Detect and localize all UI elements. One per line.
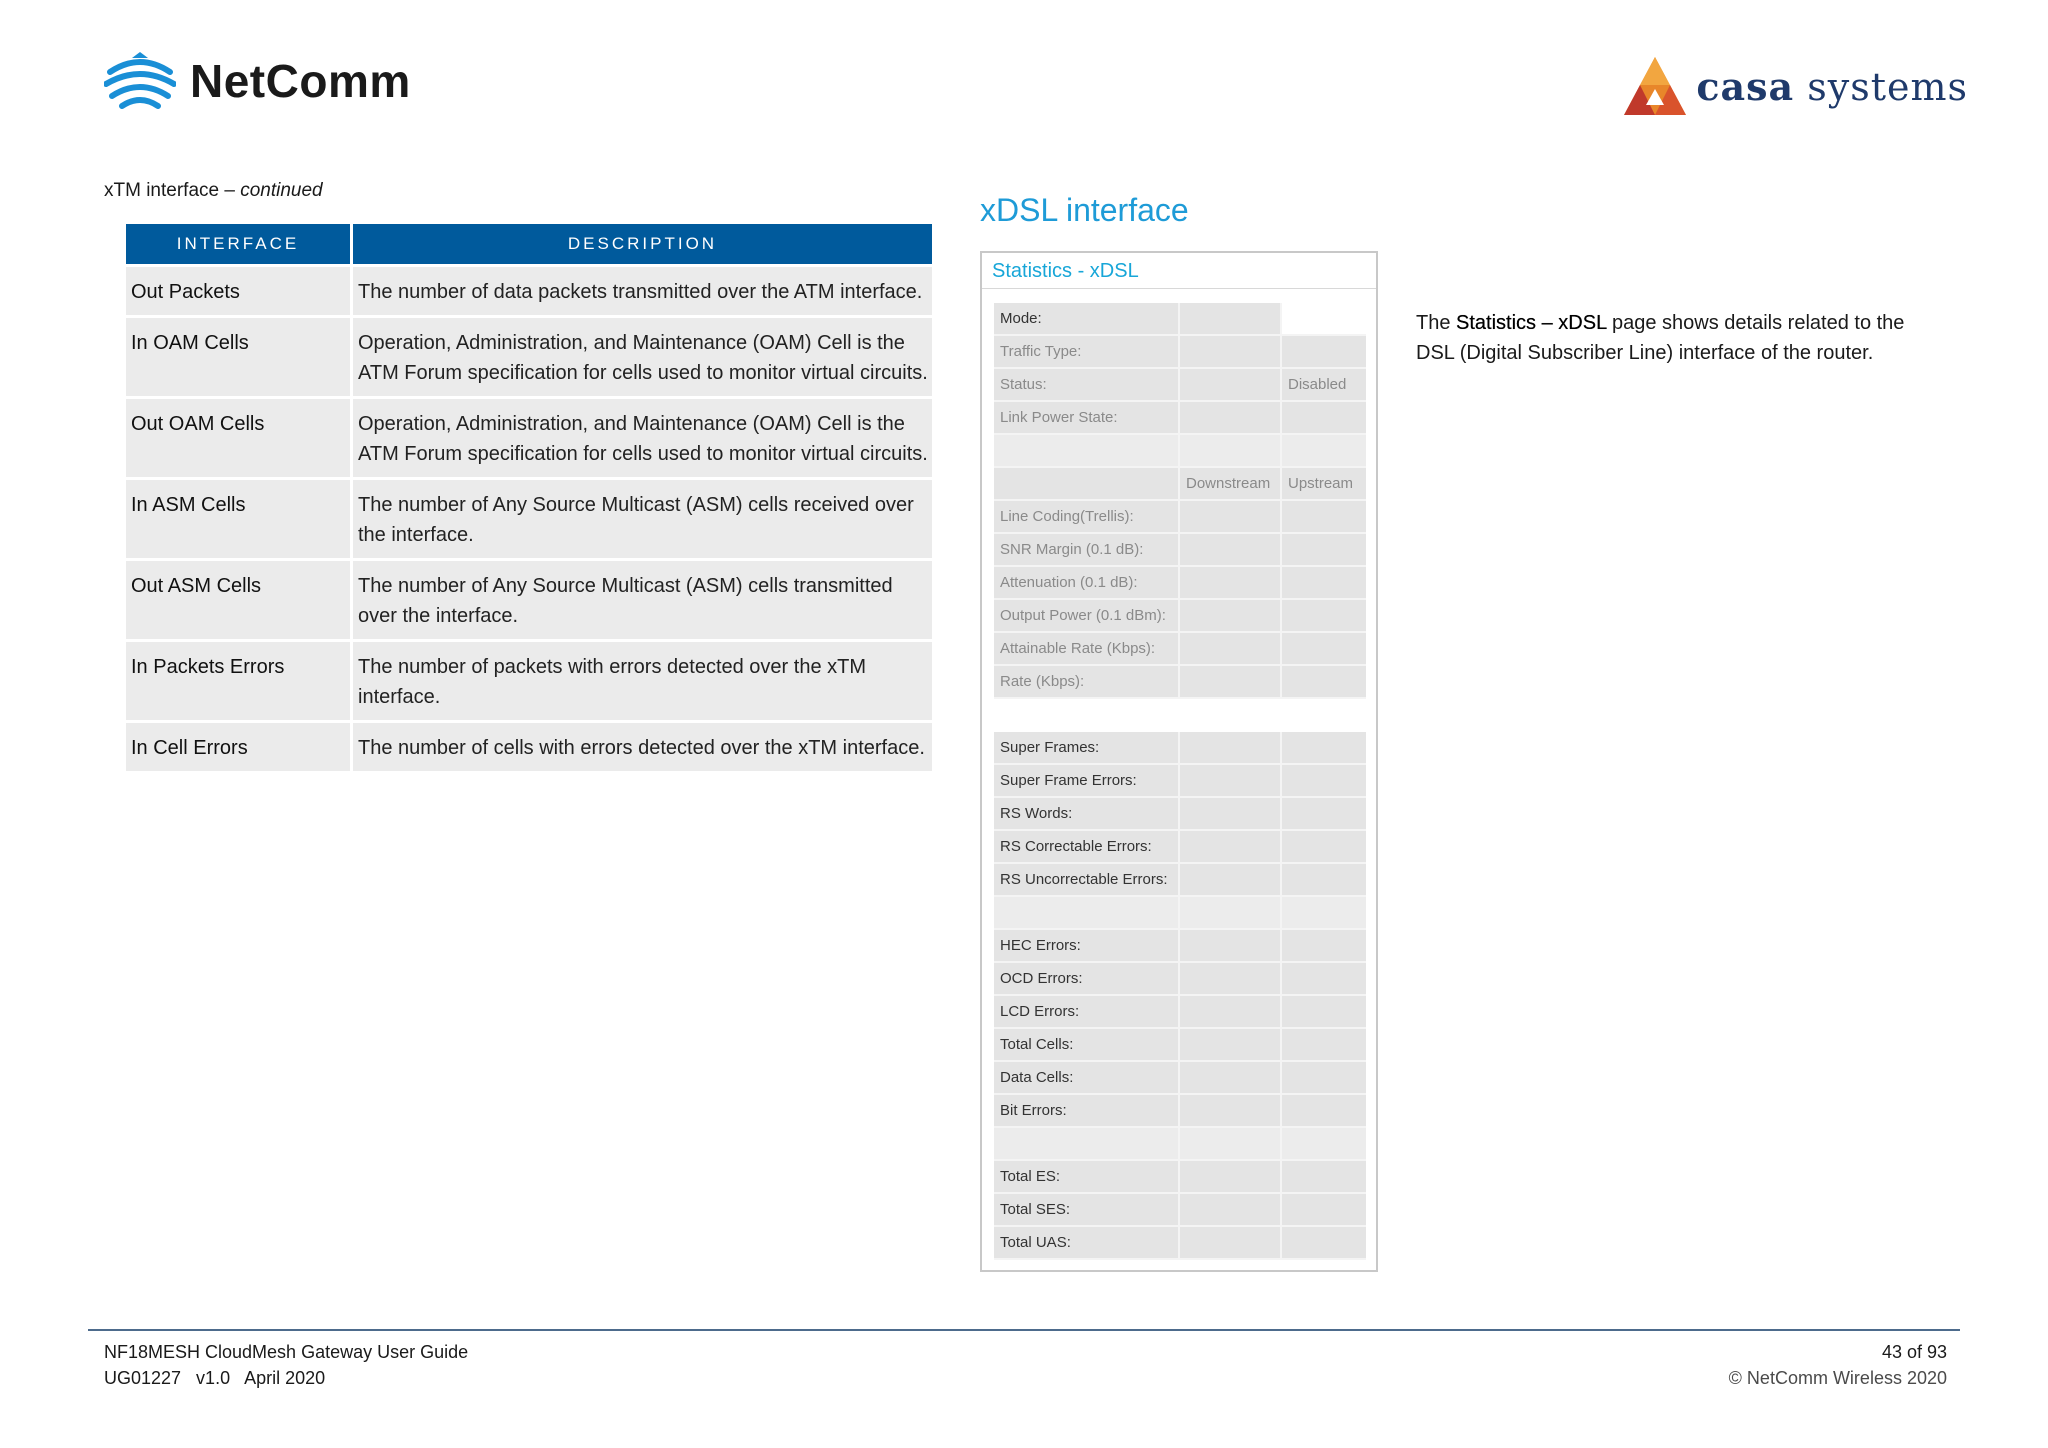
guide-title: NF18MESH CloudMesh Gateway User Guide [104, 1342, 469, 1362]
stats-row [994, 930, 1366, 963]
stats-spacer [994, 699, 1366, 732]
interface-name: In Cell Errors [126, 720, 353, 771]
stats-row [994, 864, 1366, 897]
column-header-description: DESCRIPTION [353, 224, 932, 264]
stat-label: Attainable Rate (Kbps): [994, 633, 1180, 666]
interface-name: In OAM Cells [126, 315, 353, 396]
stat-label: Total UAS: [994, 1227, 1180, 1260]
stats-spacer [994, 435, 1366, 468]
interface-name: In Packets Errors [126, 639, 353, 720]
stat-label: Line Coding(Trellis): [994, 501, 1180, 534]
footer-right [1729, 1339, 1947, 1391]
stat-label: Data Cells: [994, 1062, 1180, 1095]
stats-row [994, 501, 1366, 534]
stats-row [994, 1029, 1366, 1062]
stat-label: Total SES: [994, 1194, 1180, 1227]
stat-label: Total Cells: [994, 1029, 1180, 1062]
stats-row [994, 1161, 1366, 1194]
interface-name: Out ASM Cells [126, 558, 353, 639]
table-row [126, 720, 932, 771]
stat-label: RS Words: [994, 798, 1180, 831]
statistics-xdsl-screenshot [980, 251, 1378, 1272]
stat-label: HEC Errors: [994, 930, 1180, 963]
stat-label: RS Uncorrectable Errors: [994, 864, 1180, 897]
interface-name: Out OAM Cells [126, 396, 353, 477]
casa-brand-text: casa systems [1696, 63, 1968, 109]
stat-label: Mode: [994, 303, 1180, 336]
stats-row [994, 963, 1366, 996]
stats-row [994, 336, 1366, 369]
casa-triangle-icon [1622, 55, 1688, 117]
footer-left [104, 1339, 468, 1391]
stats-row [994, 831, 1366, 864]
stats-row [994, 600, 1366, 633]
table-row [126, 639, 932, 720]
copyright: © NetComm Wireless 2020 [1728, 1368, 1947, 1388]
page-number: 43 of 93 [1881, 1342, 1947, 1362]
stats-row [994, 567, 1366, 600]
stat-label: RS Correctable Errors: [994, 831, 1180, 864]
footer-divider [88, 1329, 1960, 1331]
stats-row [994, 1194, 1366, 1227]
stats-row [994, 402, 1366, 435]
stats-spacer [994, 897, 1366, 930]
section-title: xDSL interface [980, 192, 1189, 228]
casa-systems-logo [1622, 55, 1968, 117]
stat-label: LCD Errors: [994, 996, 1180, 1029]
status-value: Disabled [1282, 369, 1366, 402]
stats-row [994, 732, 1366, 765]
netcomm-brand-text: NetComm [190, 55, 411, 107]
interface-description: The number of data packets transmitted over the ATM interface. [353, 264, 932, 315]
stats-spacer [994, 1128, 1366, 1161]
interface-description: Operation, Administration, and Maintenance (OAM) Cell is the ATM Forum specification for cells used to monitor virtual circuits. [353, 315, 932, 396]
stats-row [994, 303, 1366, 336]
interface-description: The number of Any Source Multicast (ASM) cells received over the interface. [353, 477, 932, 558]
stat-label: Rate (Kbps): [994, 666, 1180, 699]
interface-description: The number of cells with errors detected over the xTM interface. [353, 720, 932, 771]
stats-row [994, 666, 1366, 699]
stat-label: SNR Margin (0.1 dB): [994, 534, 1180, 567]
stat-label: Attenuation (0.1 dB): [994, 567, 1180, 600]
netcomm-logo [104, 48, 411, 114]
table-row [126, 264, 932, 315]
column-header-interface: INTERFACE [126, 224, 353, 264]
stat-label: Super Frames: [994, 732, 1180, 765]
xdsl-description: The Statistics – xDSL page shows details related to the DSL (Digital Subscriber Line) interface of the router. [1416, 312, 1905, 364]
table-row [126, 477, 932, 558]
interface-name: In ASM Cells [126, 477, 353, 558]
stat-label: OCD Errors: [994, 963, 1180, 996]
stats-row [994, 369, 1366, 402]
stats-row [994, 996, 1366, 1029]
interface-description: Operation, Administration, and Maintenance (OAM) Cell is the ATM Forum specification for cells used to monitor virtual circuits. [353, 396, 932, 477]
stats-row [994, 765, 1366, 798]
stat-label: Bit Errors: [994, 1095, 1180, 1128]
netcomm-wifi-icon [104, 48, 176, 114]
stats-row [994, 534, 1366, 567]
interface-description: The number of Any Source Multicast (ASM) cells transmitted over the interface. [353, 558, 932, 639]
document-id: UG01227 v1.0 April 2020 [104, 1368, 326, 1388]
stats-row [994, 1062, 1366, 1095]
stats-grid [994, 303, 1366, 1260]
stat-label: Link Power State: [994, 402, 1180, 435]
interface-name: Out Packets [126, 264, 353, 315]
stat-label: Super Frame Errors: [994, 765, 1180, 798]
interface-description: The number of packets with errors detected over the xTM interface. [353, 639, 932, 720]
stats-row [994, 633, 1366, 666]
table-row [126, 396, 932, 477]
upstream-header: Upstream [1282, 468, 1366, 501]
stat-label: Status: [994, 369, 1180, 402]
table-row [126, 315, 932, 396]
stat-label: Traffic Type: [994, 336, 1180, 369]
stats-column-headers [994, 468, 1366, 501]
table-row [126, 558, 932, 639]
panel-title: Statistics - xDSL [982, 253, 1376, 289]
stats-row [994, 1227, 1366, 1260]
stats-row [994, 1095, 1366, 1128]
stat-label: Total ES: [994, 1161, 1180, 1194]
stat-label: Output Power (0.1 dBm): [994, 600, 1180, 633]
downstream-header: Downstream [1180, 468, 1282, 501]
xtm-interface-table [126, 224, 932, 771]
table-caption: xTM interface – continued [104, 180, 323, 201]
stats-row [994, 798, 1366, 831]
bold-page-name: Statistics – xDSL [1456, 312, 1607, 334]
